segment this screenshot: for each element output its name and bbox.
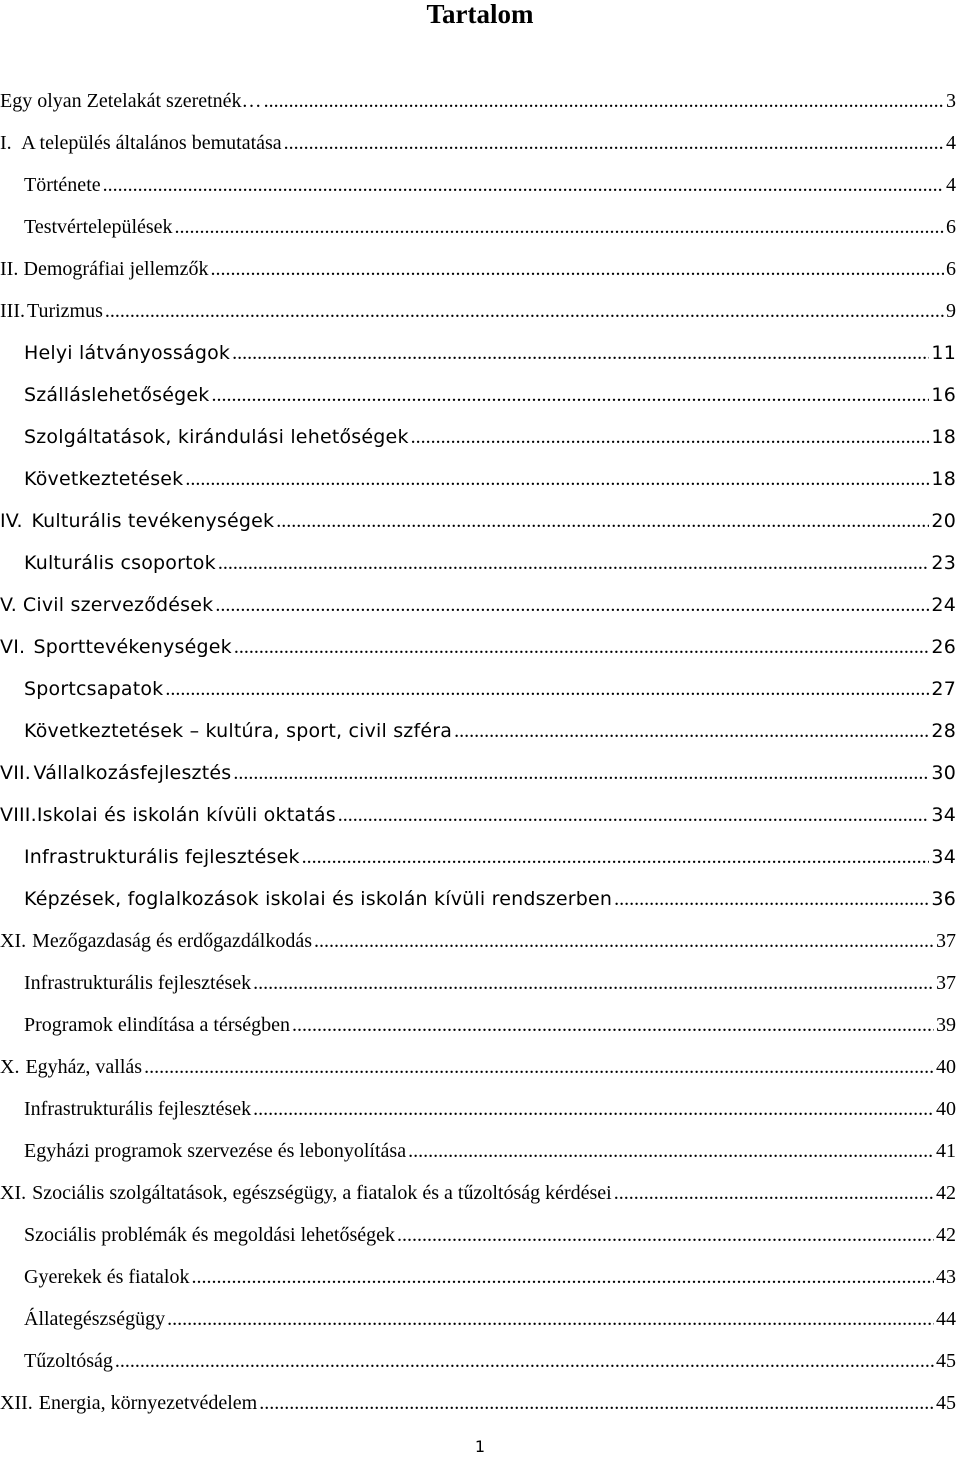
toc-entry-line	[24, 468, 956, 491]
toc-entry-page-number: 41	[936, 1140, 956, 1162]
toc-entry[interactable]	[0, 584, 960, 626]
toc-entry-number: V.	[0, 594, 17, 616]
toc-entry[interactable]	[0, 1298, 960, 1340]
toc-dot-leader	[105, 300, 944, 323]
toc-entry-page-number: 27	[931, 678, 956, 700]
toc-entry-line	[0, 510, 956, 533]
toc-entry[interactable]	[0, 836, 960, 878]
toc-entry-page-number: 4	[946, 174, 956, 196]
toc-dot-leader	[614, 888, 929, 911]
toc-dot-leader	[284, 132, 944, 155]
toc-entry-label: Kulturális csoportok	[24, 552, 216, 574]
toc-entry-page-number: 34	[931, 804, 956, 826]
toc-dot-leader	[259, 1392, 934, 1415]
toc-entry[interactable]	[0, 1256, 960, 1298]
toc-entry-line	[24, 720, 956, 743]
toc-entry-label: Turizmus	[26, 300, 103, 322]
toc-entry[interactable]	[0, 542, 960, 584]
toc-entry-label: Demográfiai jellemzők	[23, 258, 209, 280]
toc-entry-line	[0, 1392, 956, 1415]
toc-entry-number: VII.	[0, 762, 32, 784]
toc-entry-line	[0, 132, 956, 155]
toc-dot-leader	[234, 636, 930, 659]
toc-entry-page-number: 6	[946, 258, 956, 280]
toc-entry-page-number: 40	[936, 1098, 956, 1120]
toc-entry[interactable]	[0, 752, 960, 794]
toc-entry-line	[24, 888, 956, 911]
toc-entry-line	[24, 678, 956, 701]
toc-entry[interactable]	[0, 794, 960, 836]
toc-entry-page-number: 9	[946, 300, 956, 322]
toc-entry-line	[24, 972, 956, 995]
toc-entry-line	[24, 1350, 956, 1373]
toc-entry-number: X.	[0, 1056, 20, 1078]
toc-entry-line	[0, 930, 956, 953]
toc-entry-label: Infrastrukturális fejlesztések	[24, 972, 252, 994]
toc-entry-line	[24, 174, 956, 197]
toc-entry-number: XI.	[0, 930, 27, 952]
toc-entry-label: Sporttevékenységek	[33, 636, 232, 658]
toc-entry-page-number: 26	[931, 636, 956, 658]
toc-entry-page-number: 43	[936, 1266, 956, 1288]
toc-dot-leader	[185, 468, 929, 491]
toc-entry[interactable]	[0, 164, 960, 206]
toc-entry-page-number: 36	[931, 888, 956, 910]
toc-entry-page-number: 37	[936, 972, 956, 994]
document-title: Tartalom	[426, 0, 534, 29]
toc-entry-line	[24, 1224, 956, 1247]
toc-entry[interactable]	[0, 626, 960, 668]
toc-entry[interactable]	[0, 458, 960, 500]
toc-entry-label: Gyerekek és fiatalok	[24, 1266, 190, 1288]
toc-dot-leader	[212, 384, 930, 407]
toc-entry-number: VI.	[0, 636, 26, 658]
toc-entry-label: Testvértelepülések	[24, 216, 173, 238]
toc-entry[interactable]	[0, 80, 960, 122]
toc-entry-page-number: 3	[946, 90, 956, 112]
toc-entry-page-number: 42	[936, 1224, 956, 1246]
toc-entry-page-number: 18	[931, 468, 956, 490]
toc-entry-line	[24, 384, 956, 407]
toc-entry-label: Egyházi programok szervezése és lebonyolítása	[24, 1140, 407, 1162]
toc-entry-label: Civil szerveződések	[22, 594, 214, 616]
toc-entry-label: Állategészségügy	[24, 1308, 166, 1330]
toc-dot-leader	[264, 90, 944, 113]
toc-entry-label: Infrastrukturális fejlesztések	[24, 1098, 252, 1120]
toc-entry[interactable]	[0, 1004, 960, 1046]
toc-entry-number: XI.	[0, 1182, 27, 1204]
toc-entry[interactable]	[0, 416, 960, 458]
toc-dot-leader	[397, 1224, 934, 1247]
toc-entry-label: Sportcsapatok	[24, 678, 164, 700]
toc-entry-line	[0, 1182, 956, 1205]
toc-entry-line	[0, 1056, 956, 1079]
toc-dot-leader	[411, 426, 930, 449]
toc-dot-leader	[103, 174, 944, 197]
toc-entry-label: Szálláslehetőségek	[24, 384, 210, 406]
toc-dot-leader	[232, 342, 929, 365]
toc-entry-line	[24, 342, 956, 365]
toc-entry[interactable]	[0, 248, 960, 290]
toc-dot-leader	[165, 678, 929, 701]
toc-entry-label: Szociális problémák és megoldási lehetőségek	[24, 1224, 396, 1246]
toc-dot-leader	[292, 1014, 934, 1037]
toc-entry-label: Energia, környezetvédelem	[38, 1392, 258, 1414]
toc-entry[interactable]	[0, 122, 960, 164]
toc-entry-page-number: 6	[946, 216, 956, 238]
toc-entry[interactable]	[0, 1130, 960, 1172]
toc-entry-page-number: 4	[946, 132, 956, 154]
toc-entry[interactable]	[0, 962, 960, 1004]
toc-dot-leader	[167, 1308, 934, 1331]
toc-entry-number: III.	[0, 300, 25, 322]
toc-entry[interactable]	[0, 920, 960, 962]
toc-entry-number: I.	[0, 132, 12, 154]
page-number-footer: 1	[474, 1437, 486, 1456]
toc-entry-label: Helyi látványosságok	[24, 342, 231, 364]
toc-entry-label: Egy olyan Zetelakát szeretnék…	[0, 90, 262, 112]
toc-entry-label: Története	[24, 174, 101, 196]
toc-dot-leader	[191, 1266, 934, 1289]
toc-entry-line	[24, 1308, 956, 1331]
toc-entry-line	[0, 90, 956, 113]
toc-entry-page-number: 16	[931, 384, 956, 406]
toc-dot-leader	[338, 804, 930, 827]
toc-entry[interactable]	[0, 374, 960, 416]
toc-dot-leader	[253, 972, 934, 995]
toc-entry-page-number: 24	[931, 594, 956, 616]
toc-entry[interactable]	[0, 1046, 960, 1088]
toc-entry[interactable]	[0, 206, 960, 248]
toc-entry[interactable]	[0, 290, 960, 332]
toc-entry-page-number: 18	[931, 426, 956, 448]
toc-entry-page-number: 23	[931, 552, 956, 574]
toc-entry-line	[24, 846, 956, 869]
toc-entry[interactable]	[0, 1172, 960, 1214]
toc-entry-page-number: 30	[931, 762, 956, 784]
toc-entry-page-number: 39	[936, 1014, 956, 1036]
toc-entry-line	[0, 636, 956, 659]
toc-entry-number: VIII.	[0, 804, 37, 826]
toc-entry-label: Infrastrukturális fejlesztések	[24, 846, 300, 868]
toc-entry-line	[0, 258, 956, 281]
toc-dot-leader	[614, 1182, 934, 1205]
toc-entry[interactable]	[0, 878, 960, 920]
toc-entry-label: Képzések, foglalkozások iskolai és iskolán kívüli rendszerben	[24, 888, 613, 910]
toc-entry-page-number: 11	[931, 342, 956, 364]
toc-entry-line	[0, 300, 956, 323]
toc-dot-leader	[302, 846, 930, 869]
toc-entry-label: Iskolai és iskolán kívüli oktatás	[36, 804, 336, 826]
toc-entry-label: Tűzoltóság	[24, 1350, 113, 1372]
toc-entry-label: Vállalkozásfejlesztés	[33, 762, 232, 784]
toc-entry[interactable]	[0, 1088, 960, 1130]
toc-dot-leader	[115, 1350, 934, 1373]
toc-entry-page-number: 45	[936, 1350, 956, 1372]
toc-dot-leader	[314, 930, 934, 953]
toc-entry-label: Következtetések	[24, 468, 184, 490]
toc-entry-page-number: 20	[931, 510, 956, 532]
toc-entry-label: Szolgáltatások, kirándulási lehetőségek	[24, 426, 409, 448]
toc-entry-line	[24, 216, 956, 239]
toc-entry[interactable]	[0, 500, 960, 542]
toc-dot-leader	[233, 762, 929, 785]
toc-entry[interactable]	[0, 332, 960, 374]
toc-entry-label: Programok elindítása a térségben	[24, 1014, 291, 1036]
toc-entry-line	[24, 1014, 956, 1037]
toc-entry[interactable]	[0, 1382, 960, 1424]
toc-entry-label: Kulturális tevékenységek	[31, 510, 275, 532]
toc-entry-page-number: 45	[936, 1392, 956, 1414]
toc-entry-page-number: 42	[936, 1182, 956, 1204]
toc-dot-leader	[408, 1140, 934, 1163]
toc-entry-label: Mezőgazdaság és erdőgazdálkodás	[32, 930, 312, 952]
toc-dot-leader	[175, 216, 944, 239]
toc-entry-line	[24, 1266, 956, 1289]
toc-entry-label: Következtetések – kultúra, sport, civil szféra	[24, 720, 453, 742]
toc-dot-leader	[218, 552, 930, 575]
toc-entry[interactable]	[0, 668, 960, 710]
toc-entry-number: XII.	[0, 1392, 33, 1414]
toc-entry-label: A település általános bemutatása	[21, 132, 282, 154]
toc-entry-page-number: 34	[931, 846, 956, 868]
toc-entry-page-number: 28	[931, 720, 956, 742]
toc-entry-page-number: 37	[936, 930, 956, 952]
toc-entry-line	[24, 426, 956, 449]
toc-dot-leader	[276, 510, 929, 533]
toc-entry-line	[0, 762, 956, 785]
toc-entry-label: Egyház, vallás	[25, 1056, 143, 1078]
toc-entry-page-number: 40	[936, 1056, 956, 1078]
toc-entry-line	[0, 804, 956, 827]
toc-entry-page-number: 44	[936, 1308, 956, 1330]
toc-entry-number: IV.	[0, 510, 23, 532]
toc-entry[interactable]	[0, 710, 960, 752]
toc-dot-leader	[454, 720, 929, 743]
toc-entry-number: II.	[0, 258, 19, 280]
toc-entry[interactable]	[0, 1340, 960, 1382]
toc-dot-leader	[215, 594, 929, 617]
toc-entry-line	[24, 552, 956, 575]
toc-dot-leader	[210, 258, 944, 281]
toc-entry-line	[0, 594, 956, 617]
toc-entry-line	[24, 1140, 956, 1163]
toc-entry-label: Szociális szolgáltatások, egészségügy, a fiatalok és a tűzoltóság kérdései	[32, 1182, 612, 1204]
toc-entry[interactable]	[0, 1214, 960, 1256]
toc-dot-leader	[144, 1056, 934, 1079]
toc-dot-leader	[253, 1098, 934, 1121]
toc-entry-line	[24, 1098, 956, 1121]
